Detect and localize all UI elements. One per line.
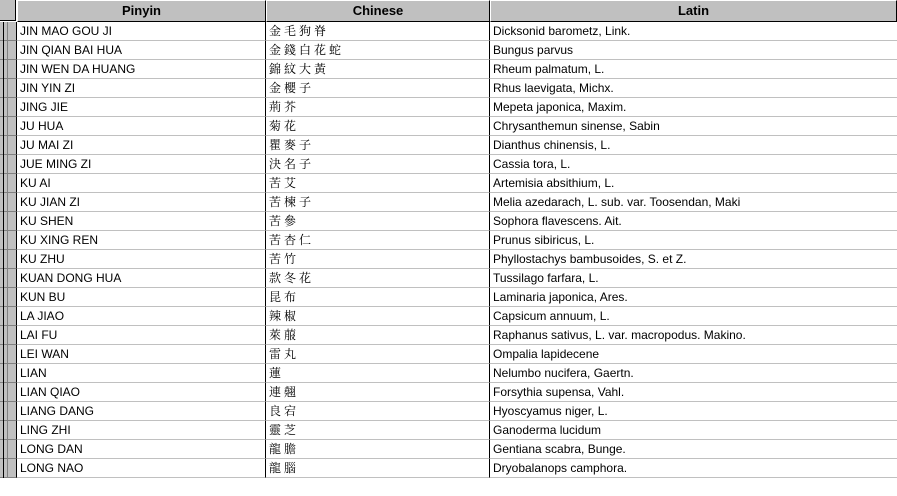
cell-pinyin[interactable]: LAI FU [17, 326, 266, 345]
row-selector[interactable] [0, 288, 17, 307]
cell-pinyin[interactable]: KU ZHU [17, 250, 266, 269]
table-row[interactable] [0, 440, 897, 459]
cell-latin[interactable]: Dryobalanops camphora. [490, 459, 897, 478]
table-row[interactable] [0, 402, 897, 421]
cell-chinese[interactable]: 金毛狗脊 [266, 22, 490, 41]
table-row[interactable] [0, 136, 897, 155]
table-row[interactable] [0, 250, 897, 269]
table-row[interactable] [0, 288, 897, 307]
cell-pinyin[interactable]: KUN BU [17, 288, 266, 307]
row-selector[interactable] [0, 60, 17, 79]
table-row[interactable] [0, 155, 897, 174]
row-selector[interactable] [0, 402, 17, 421]
cell-latin[interactable]: Mepeta japonica, Maxim. [490, 98, 897, 117]
table-row[interactable] [0, 459, 897, 478]
table-row[interactable] [0, 193, 897, 212]
cell-chinese[interactable]: 款冬花 [266, 269, 490, 288]
cell-pinyin[interactable]: LING ZHI [17, 421, 266, 440]
cell-pinyin[interactable]: LONG DAN [17, 440, 266, 459]
table-row[interactable] [0, 174, 897, 193]
row-selector[interactable] [0, 231, 17, 250]
cell-pinyin[interactable]: JU HUA [17, 117, 266, 136]
cell-chinese[interactable]: 萊菔 [266, 326, 490, 345]
cell-chinese[interactable]: 龍膽 [266, 440, 490, 459]
table-row[interactable] [0, 231, 897, 250]
cell-latin[interactable]: Ompalia lapidecene [490, 345, 897, 364]
cell-latin[interactable]: Phyllostachys bambusoides, S. et Z. [490, 250, 897, 269]
column-header-latin[interactable]: Latin [490, 0, 897, 22]
cell-latin[interactable]: Rhus laevigata, Michx. [490, 79, 897, 98]
cell-latin[interactable]: Nelumbo nucifera, Gaertn. [490, 364, 897, 383]
cell-chinese[interactable]: 瞿麥子 [266, 136, 490, 155]
row-selector[interactable] [0, 98, 17, 117]
cell-pinyin[interactable]: KU XING REN [17, 231, 266, 250]
cell-pinyin[interactable]: JU MAI ZI [17, 136, 266, 155]
row-selector[interactable] [0, 326, 17, 345]
row-selector[interactable] [0, 250, 17, 269]
table-row[interactable] [0, 269, 897, 288]
row-selector[interactable] [0, 193, 17, 212]
cell-latin[interactable]: Cassia tora, L. [490, 155, 897, 174]
row-selector[interactable] [0, 421, 17, 440]
cell-chinese[interactable]: 苦艾 [266, 174, 490, 193]
row-selector[interactable] [0, 117, 17, 136]
cell-chinese[interactable]: 金錢白花蛇 [266, 41, 490, 60]
table-body [0, 22, 897, 478]
cell-chinese[interactable]: 苦杏仁 [266, 231, 490, 250]
row-selector[interactable] [0, 174, 17, 193]
cell-chinese[interactable]: 苦參 [266, 212, 490, 231]
cell-latin[interactable]: Capsicum annuum, L. [490, 307, 897, 326]
cell-chinese[interactable]: 龍腦 [266, 459, 490, 478]
table-row[interactable] [0, 383, 897, 402]
cell-latin[interactable]: Artemisia absithium, L. [490, 174, 897, 193]
table-row[interactable] [0, 364, 897, 383]
cell-latin[interactable]: Tussilago farfara, L. [490, 269, 897, 288]
row-selector[interactable] [0, 212, 17, 231]
column-header-row [0, 0, 897, 22]
cell-chinese[interactable]: 蓮 [266, 364, 490, 383]
row-selector[interactable] [0, 79, 17, 98]
table-row[interactable] [0, 326, 897, 345]
cell-chinese[interactable]: 靈芝 [266, 421, 490, 440]
column-header-chinese[interactable]: Chinese [266, 0, 490, 22]
cell-latin[interactable]: Dicksonid barometz, Link. [490, 22, 897, 41]
cell-latin[interactable]: Raphanus sativus, L. var. macropodus. Makino. [490, 326, 897, 345]
row-selector[interactable] [0, 459, 17, 478]
table-row[interactable] [0, 345, 897, 364]
table-row[interactable] [0, 79, 897, 98]
cell-chinese[interactable]: 辣椒 [266, 307, 490, 326]
cell-pinyin[interactable]: LA JIAO [17, 307, 266, 326]
row-selector[interactable] [0, 345, 17, 364]
table-row[interactable] [0, 98, 897, 117]
table-row[interactable] [0, 117, 897, 136]
table-row[interactable] [0, 212, 897, 231]
column-header-pinyin[interactable]: Pinyin [17, 0, 266, 22]
cell-chinese[interactable]: 決名子 [266, 155, 490, 174]
select-all-corner[interactable] [0, 0, 16, 21]
cell-chinese[interactable]: 雷丸 [266, 345, 490, 364]
table-row[interactable] [0, 307, 897, 326]
cell-pinyin[interactable]: LEI WAN [17, 345, 266, 364]
cell-latin[interactable]: Gentiana scabra, Bunge. [490, 440, 897, 459]
table-row[interactable] [0, 421, 897, 440]
cell-pinyin[interactable]: KU SHEN [17, 212, 266, 231]
cell-chinese[interactable]: 荊芥 [266, 98, 490, 117]
cell-pinyin[interactable]: KU JIAN ZI [17, 193, 266, 212]
row-selector[interactable] [0, 364, 17, 383]
cell-latin[interactable]: Hyoscyamus niger, L. [490, 402, 897, 421]
cell-chinese[interactable]: 錦紋大黃 [266, 60, 490, 79]
cell-latin[interactable]: Rheum palmatum, L. [490, 60, 897, 79]
row-selector[interactable] [0, 136, 17, 155]
row-selector[interactable] [0, 155, 17, 174]
cell-chinese[interactable]: 連翹 [266, 383, 490, 402]
cell-pinyin[interactable]: LIANG DANG [17, 402, 266, 421]
cell-pinyin[interactable]: KUAN DONG HUA [17, 269, 266, 288]
cell-latin[interactable]: Bungus parvus [490, 41, 897, 60]
cell-chinese[interactable]: 金櫻子 [266, 79, 490, 98]
row-selector[interactable] [0, 41, 17, 60]
cell-pinyin[interactable]: JING JIE [17, 98, 266, 117]
table-row[interactable] [0, 60, 897, 79]
row-selector[interactable] [0, 307, 17, 326]
cell-latin[interactable]: Melia azedarach, L. sub. var. Toosendan, Maki [490, 193, 897, 212]
cell-pinyin[interactable]: JIN QIAN BAI HUA [17, 41, 266, 60]
row-selector[interactable] [0, 440, 17, 459]
cell-pinyin[interactable]: LIAN QIAO [17, 383, 266, 402]
cell-latin[interactable]: Prunus sibiricus, L. [490, 231, 897, 250]
table-row[interactable] [0, 22, 897, 41]
table-row[interactable] [0, 41, 897, 60]
cell-latin[interactable]: Sophora flavescens. Ait. [490, 212, 897, 231]
cell-pinyin[interactable]: JUE MING ZI [17, 155, 266, 174]
cell-chinese[interactable]: 苦竹 [266, 250, 490, 269]
cell-pinyin[interactable]: LIAN [17, 364, 266, 383]
cell-latin[interactable]: Forsythia supensa, Vahl. [490, 383, 897, 402]
cell-latin[interactable]: Ganoderma lucidum [490, 421, 897, 440]
cell-chinese[interactable]: 菊花 [266, 117, 490, 136]
cell-pinyin[interactable]: JIN YIN ZI [17, 79, 266, 98]
cell-chinese[interactable]: 苦楝子 [266, 193, 490, 212]
row-selector[interactable] [0, 269, 17, 288]
cell-pinyin[interactable]: JIN MAO GOU JI [17, 22, 266, 41]
row-selector[interactable] [0, 383, 17, 402]
cell-latin[interactable]: Chrysanthemun sinense, Sabin [490, 117, 897, 136]
cell-chinese[interactable]: 昆布 [266, 288, 490, 307]
cell-chinese[interactable]: 良宕 [266, 402, 490, 421]
cell-latin[interactable]: Dianthus chinensis, L. [490, 136, 897, 155]
cell-pinyin[interactable]: KU AI [17, 174, 266, 193]
cell-pinyin[interactable]: JIN WEN DA HUANG [17, 60, 266, 79]
row-selector[interactable] [0, 22, 17, 41]
cell-pinyin[interactable]: LONG NAO [17, 459, 266, 478]
cell-latin[interactable]: Laminaria japonica, Ares. [490, 288, 897, 307]
